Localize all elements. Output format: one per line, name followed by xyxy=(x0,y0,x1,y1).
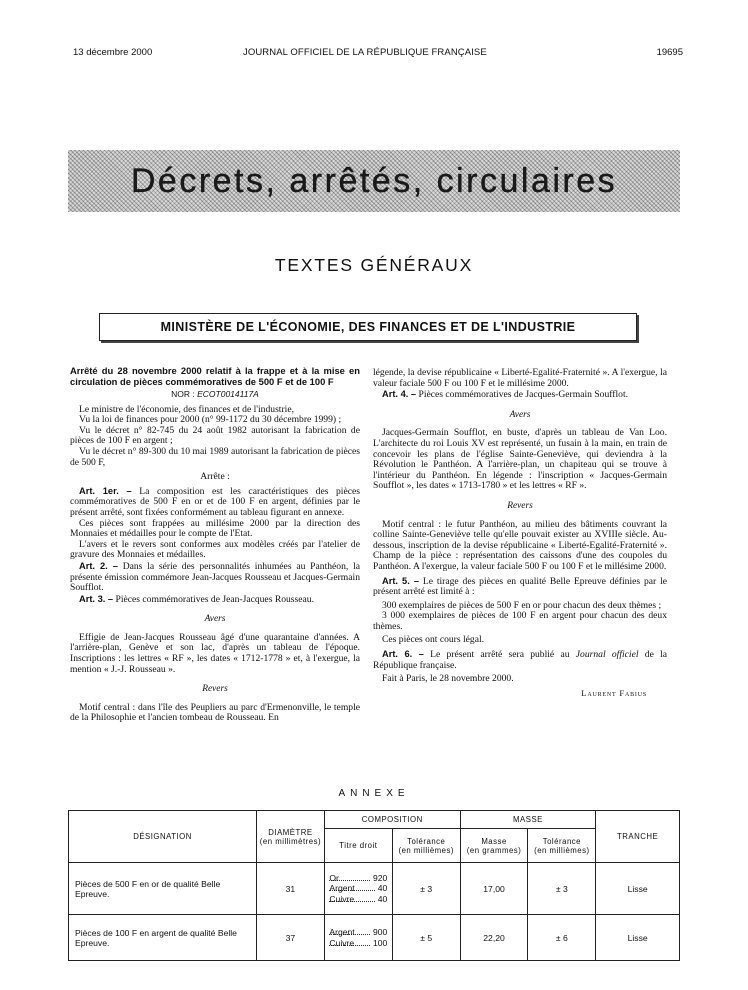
nor-reference xyxy=(70,389,360,400)
col-masse-grammes xyxy=(460,829,528,863)
col-tranche: TRANCHE xyxy=(596,811,680,863)
cell-tranche: Lisse xyxy=(596,863,680,915)
metal-name: Argent xyxy=(329,883,374,891)
annexe-title: ANNEXE xyxy=(338,788,410,799)
metal-value: 100 xyxy=(373,937,388,948)
right-column xyxy=(373,368,667,698)
paragraph: Effigie de Jean-Jacques Rousseau âgé d'une quarantaine d'années. A l'arrière-plan, Genève et son lac, d'après un tableau de l'époque. Inscriptions : les lettres « RF », les dates « 1712-1778 » et, à l'exergue, la mention « J.-J. Rousseau ». xyxy=(70,631,360,675)
cell-tolerance: ± 3 xyxy=(392,863,460,915)
article-text: Pièces commémoratives de Jean-Jacques Rousseau. xyxy=(115,593,314,605)
paragraph: Ces pièces sont frappées au millésime 2000 par la direction des Monnaies et médailles pour le compte de l'Etat. xyxy=(70,517,360,540)
table-row xyxy=(69,863,680,915)
metal-name: Cuivre xyxy=(329,894,374,902)
col-masse-unit: (en grammes) xyxy=(466,845,522,855)
cell-masse: 22,20 xyxy=(460,915,528,961)
article-label: Art. 6. – xyxy=(382,649,424,660)
paragraph: Vu la loi de finances pour 2000 (n° 99-1172 du 30 décembre 1999) ; xyxy=(79,414,342,426)
cell-titre xyxy=(324,915,392,961)
col-composition: COMPOSITION xyxy=(324,811,460,829)
article-1 xyxy=(70,486,360,519)
article-text: Pièces commémoratives de Jacques-Germain Soufflot. xyxy=(418,389,629,401)
subheading-revers: Revers xyxy=(202,684,228,695)
paragraph: 300 exemplaires de pièces de 500 F en or pour chacun des deux thèmes ; xyxy=(382,599,662,611)
header-journal-title: JOURNAL OFFICIEL DE LA RÉPUBLIQUE FRANÇAISE xyxy=(243,47,487,58)
article-text: Le tirage des pièces en qualité Belle Epreuve définies par le présent arrêté est limité à : xyxy=(373,575,667,598)
arrete-heading: Arrête : xyxy=(200,471,230,483)
paragraph: Ces pièces ont cours légal. xyxy=(382,634,485,646)
left-column xyxy=(70,366,360,724)
table-row xyxy=(69,915,680,961)
col-diametre-label: DIAMÈTRE xyxy=(268,827,313,837)
annexe-table xyxy=(68,810,680,961)
col-tolerance-masse xyxy=(528,829,596,863)
subheading-avers: Avers xyxy=(204,614,226,625)
ministry-box: MINISTÈRE DE L'ÉCONOMIE, DES FINANCES ET DE L'INDUSTRIE xyxy=(99,313,637,341)
article-text-end: de la République française. xyxy=(373,649,668,671)
article-label: Art. 3. – xyxy=(79,593,114,604)
col-diametre-unit: (en millimètres) xyxy=(259,836,322,846)
cell-tolerance-masse: ± 6 xyxy=(528,915,596,961)
article-label: Art. 4. – xyxy=(382,389,417,400)
paragraph: légende, la devise républicaine « Liberté-Egalité-Fraternité ». A l'exergue, la valeur faciale 500 F ou 100 F et le millésime 2000. xyxy=(373,367,667,389)
metal-value: 900 xyxy=(373,927,388,937)
article-2 xyxy=(70,561,360,594)
article-label: Art. 5. – xyxy=(382,575,420,586)
paragraph: Jacques-Germain Soufflot, en buste, d'après un tableau de Van Loo. L'architecte du roi Louis XV est représenté, un fusain à la main, en train de concevoir les plans de l'église Sainte-Geneviève, qui deviendra à la Révolution le Panthéon. A l'arrière-plan, un chapiteau qui se trouve à l'intérieur du Panthéon. En légende : l'inscription « Jacques-Germain Soufflot », les dates « 1713-1780 » et les lettres « RF ». xyxy=(373,427,667,492)
paragraph: Motif central : le futur Panthéon, au milieu des bâtiments couvrant la colline Sainte-Geneviève telle qu'elle pouvait exister au XVIIIe siècle. Au-dessous, inscription de la devise républicaine « Liberté-Egalité-Fraternité ». Champ de la pièce : représentation des caissons d'une des coupoles du Panthéon. A l'exergue, la valeur faciale 500 F ou 100 F et le millésime 2000. xyxy=(373,518,667,572)
paragraph: L'avers et le revers sont conformes aux modèles créés par l'atelier de gravure des Monnaies et médailles. xyxy=(70,538,360,561)
paragraph: Vu le décret n° 89-300 du 10 mai 1989 autorisant la fabrication de pièces de 500 F, xyxy=(70,445,360,468)
cell-tolerance: ± 5 xyxy=(392,915,460,961)
article-4 xyxy=(373,389,667,401)
metal-value: 920 xyxy=(373,872,388,883)
metal-name: Argent xyxy=(329,927,370,935)
subheading-revers: Revers xyxy=(507,500,533,511)
nor-code: ECOT0014117A xyxy=(197,389,259,399)
composition-list xyxy=(329,927,387,948)
section-heading: TEXTES GÉNÉRAUX xyxy=(274,255,474,275)
paragraph: Motif central : dans l'île des Peupliers au parc d'Ermenonville, le temple de la Philosophie et l'ancien tombeau de Rousseau. En xyxy=(70,701,360,724)
section-banner xyxy=(68,150,680,212)
col-tolerance-unit: (en millièmes) xyxy=(398,845,454,855)
cell-diametre: 31 xyxy=(257,863,325,915)
cell-designation: Pièces de 100 F en argent de qualité Belle Epreuve. xyxy=(69,915,257,961)
subheading-avers: Avers xyxy=(509,409,531,420)
cell-titre xyxy=(324,863,392,915)
col-diametre xyxy=(257,811,325,863)
journal-officiel-italic: Journal officiel xyxy=(575,649,639,661)
col-tolerance-label: Tolérance xyxy=(407,836,446,846)
signature: Laurent Fabius xyxy=(581,687,647,698)
cell-tolerance-masse: ± 3 xyxy=(528,863,596,915)
cell-designation: Pièces de 500 F en or de qualité Belle Epreuve. xyxy=(69,863,257,915)
col-masse-label: Masse xyxy=(481,836,507,846)
article-3 xyxy=(70,594,360,606)
metal-name: Or xyxy=(329,873,370,881)
metal-value: 40 xyxy=(377,893,388,904)
article-text: La composition est les caractéristiques des pièces commémoratives de 500 F en or et de 100 F en argent, définies par le présent arrêté, sont fixées conformément au tableau figurant en annexe. xyxy=(70,485,360,518)
cell-masse: 17,00 xyxy=(460,863,528,915)
col-masse: MASSE xyxy=(460,811,596,829)
article-text: Le présent arrêté sera publié au xyxy=(430,649,576,661)
article-6 xyxy=(373,649,667,671)
cell-diametre: 37 xyxy=(257,915,325,961)
composition-list xyxy=(329,873,387,905)
cell-tranche: Lisse xyxy=(596,915,680,961)
col-tolerance2-unit: (en millièmes) xyxy=(534,845,590,855)
col-tolerance2-label: Tolérance xyxy=(542,836,582,846)
article-label: Art. 2. – xyxy=(79,560,118,571)
paragraph: Fait à Paris, le 28 novembre 2000. xyxy=(382,673,514,685)
metal-value: 40 xyxy=(377,883,388,894)
nor-label: NOR : xyxy=(171,389,198,399)
article-text: Dans la série des personnalités inhumées au Panthéon, la présente émission commémore Jean-Jacques Rousseau et Jacques-Germain Soufflot. xyxy=(70,560,360,594)
banner-title: Décrets, arrêtés, circulaires xyxy=(130,161,618,200)
decree-title: Arrêté du 28 novembre 2000 relatif à la frappe et à la mise en circulation de pièces commémoratives de 500 F et de 100 F xyxy=(70,365,360,387)
article-label: Art. 1er. – xyxy=(79,485,132,496)
header-page-number: 19695 xyxy=(656,47,683,58)
paragraph: Vu le décret n° 82-745 du 24 août 1982 autorisant la fabrication de pièces de 100 F en argent ; xyxy=(70,424,360,447)
paragraph: 3 000 exemplaires de pièces de 100 F en argent pour chacun des deux thèmes. xyxy=(373,610,667,632)
paragraph: Le ministre de l'économie, des finances et de l'industrie, xyxy=(79,403,294,415)
col-tolerance xyxy=(392,829,460,863)
metal-name: Cuivre xyxy=(329,938,370,946)
header-date: 13 décembre 2000 xyxy=(73,47,153,58)
col-titre: Titre droit xyxy=(324,829,392,863)
article-5 xyxy=(373,576,667,598)
col-designation: DÉSIGNATION xyxy=(69,811,257,863)
